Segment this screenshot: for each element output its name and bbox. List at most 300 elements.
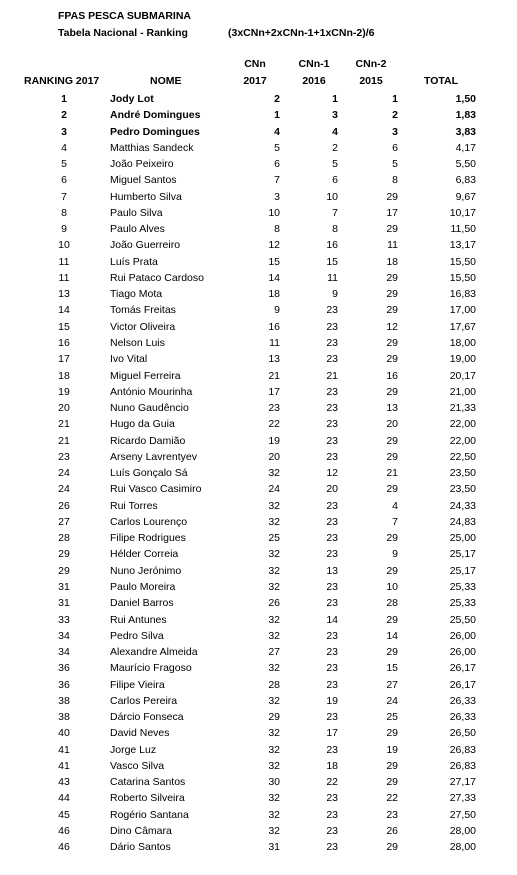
cnn-2016-cell: 23 (326, 792, 338, 805)
rank-cell: 43 (58, 776, 70, 789)
name-cell: Carlos Pereira (110, 694, 178, 707)
table-row (0, 237, 517, 253)
cnn-2015-cell: 3 (392, 125, 398, 138)
cnn-2015-cell: 17 (386, 206, 398, 219)
column-header-cnn-year: 2017 (243, 75, 267, 87)
cnn-2016-cell: 23 (326, 743, 338, 756)
cnn-2015-cell: 7 (392, 515, 398, 528)
cnn-2017-cell: 10 (268, 206, 280, 219)
cnn-2015-cell: 20 (386, 418, 398, 431)
cnn-2015-cell: 29 (386, 223, 398, 236)
cnn-2016-cell: 14 (326, 613, 338, 626)
cnn-2017-cell: 8 (274, 223, 280, 236)
cnn-2017-cell: 32 (268, 727, 280, 740)
cnn-2017-cell: 1 (274, 109, 280, 122)
name-cell: Roberto Silveira (110, 792, 185, 805)
cnn-2017-cell: 32 (268, 629, 280, 642)
cnn-2017-cell: 4 (274, 125, 280, 138)
table-row (0, 742, 517, 758)
cnn-2015-cell: 16 (386, 369, 398, 382)
rank-cell: 29 (58, 548, 70, 561)
total-cell: 24,83 (449, 515, 476, 528)
name-cell: Nelson Luis (110, 336, 165, 349)
rank-cell: 34 (58, 646, 70, 659)
total-cell: 26,50 (449, 727, 476, 740)
rank-cell: 9 (61, 223, 67, 236)
rank-cell: 34 (58, 629, 70, 642)
total-cell: 25,33 (449, 580, 476, 593)
total-cell: 26,00 (449, 629, 476, 642)
total-cell: 15,50 (449, 255, 476, 268)
name-cell: Hélder Correia (110, 548, 179, 561)
cnn-2015-cell: 29 (386, 841, 398, 854)
rank-cell: 27 (58, 515, 70, 528)
column-header-name: NOME (150, 75, 182, 87)
ranking-formula: (3xCNn+2xCNn-1+1xCNn-2)/6 (228, 27, 375, 39)
cnn-2016-cell: 23 (326, 824, 338, 837)
cnn-2016-cell: 23 (326, 320, 338, 333)
column-header-cnn: CNn (244, 58, 266, 70)
rank-cell: 31 (58, 597, 70, 610)
total-cell: 16,83 (449, 288, 476, 301)
cnn-2017-cell: 22 (268, 418, 280, 431)
cnn-2016-cell: 23 (326, 450, 338, 463)
table-row (0, 433, 517, 449)
table-row (0, 91, 517, 107)
cnn-2017-cell: 32 (268, 792, 280, 805)
name-cell: Arseny Lavrentyev (110, 450, 197, 463)
cnn-2015-cell: 28 (386, 597, 398, 610)
cnn-2015-cell: 8 (392, 174, 398, 187)
total-cell: 26,00 (449, 646, 476, 659)
rank-cell: 20 (58, 402, 70, 415)
name-cell: Dário Santos (110, 841, 171, 854)
table-row (0, 823, 517, 839)
cnn-2017-cell: 14 (268, 271, 280, 284)
cnn-2017-cell: 19 (268, 434, 280, 447)
table-row (0, 449, 517, 465)
cnn-2016-cell: 11 (327, 271, 338, 284)
cnn-2017-cell: 30 (268, 776, 280, 789)
table-row (0, 254, 517, 270)
cnn-2015-cell: 15 (386, 662, 398, 675)
table-row (0, 335, 517, 351)
total-cell: 25,17 (449, 548, 476, 561)
cnn-2016-cell: 16 (326, 239, 338, 252)
total-cell: 28,00 (449, 841, 476, 854)
cnn-2017-cell: 17 (268, 385, 280, 398)
name-cell: Tiago Mota (110, 288, 163, 301)
cnn-2015-cell: 29 (386, 336, 398, 349)
table-row (0, 514, 517, 530)
total-cell: 4,17 (455, 141, 476, 154)
total-cell: 25,17 (449, 564, 476, 577)
table-row (0, 368, 517, 384)
table-row (0, 563, 517, 579)
cnn-2017-cell: 21 (268, 369, 280, 382)
total-cell: 25,00 (449, 532, 476, 545)
table-row (0, 677, 517, 693)
cnn-2016-cell: 23 (326, 532, 338, 545)
cnn-2016-cell: 23 (326, 418, 338, 431)
cnn-2017-cell: 15 (268, 255, 280, 268)
name-cell: João Guerreiro (110, 239, 181, 252)
table-row (0, 140, 517, 156)
table-row (0, 465, 517, 481)
cnn-2015-cell: 6 (392, 141, 398, 154)
cnn-2015-cell: 29 (386, 450, 398, 463)
rank-cell: 15 (58, 320, 70, 333)
total-cell: 24,33 (449, 499, 476, 512)
table-row (0, 270, 517, 286)
cnn-2016-cell: 23 (326, 336, 338, 349)
table-row (0, 481, 517, 497)
cnn-2016-cell: 2 (332, 141, 338, 154)
table-row (0, 709, 517, 725)
table-row (0, 546, 517, 562)
name-cell: João Peixeiro (110, 158, 174, 171)
cnn-2015-cell: 14 (386, 629, 398, 642)
rank-cell: 11 (58, 255, 70, 268)
cnn-2016-cell: 6 (332, 174, 338, 187)
name-cell: Rogério Santana (110, 808, 189, 821)
total-cell: 21,33 (449, 402, 476, 415)
name-cell: Hugo da Guia (110, 418, 175, 431)
rank-cell: 33 (58, 613, 70, 626)
name-cell: Daniel Barros (110, 597, 174, 610)
name-cell: Luís Prata (110, 255, 158, 268)
cnn-2016-cell: 17 (326, 727, 338, 740)
cnn-2017-cell: 32 (268, 580, 280, 593)
cnn-2016-cell: 23 (326, 646, 338, 659)
rank-cell: 46 (58, 824, 70, 837)
rank-cell: 16 (58, 336, 70, 349)
table-row (0, 595, 517, 611)
rank-cell: 36 (58, 678, 70, 691)
name-cell: Paulo Silva (110, 206, 163, 219)
cnn-2017-cell: 24 (268, 483, 280, 496)
total-cell: 15,50 (449, 271, 476, 284)
rank-cell: 29 (58, 564, 70, 577)
rank-cell: 21 (58, 434, 70, 447)
table-row (0, 725, 517, 741)
rank-cell: 23 (58, 450, 70, 463)
cnn-2016-cell: 18 (326, 759, 338, 772)
cnn-2017-cell: 5 (274, 141, 280, 154)
cnn-2016-cell: 22 (326, 776, 338, 789)
cnn-2015-cell: 1 (392, 93, 398, 105)
cnn-2015-cell: 29 (386, 434, 398, 447)
rank-cell: 10 (58, 239, 70, 252)
cnn-2015-cell: 22 (386, 792, 398, 805)
column-header-cnn1: CNn-1 (298, 58, 330, 70)
cnn-2015-cell: 29 (386, 532, 398, 545)
total-cell: 10,17 (449, 206, 476, 219)
name-cell: Paulo Moreira (110, 580, 176, 593)
cnn-2016-cell: 15 (326, 255, 338, 268)
column-header-cnn2-year: 2015 (359, 75, 383, 87)
total-cell: 26,17 (449, 662, 476, 675)
total-cell: 1,50 (455, 93, 476, 105)
cnn-2017-cell: 2 (274, 93, 280, 105)
column-header-cnn2: CNn-2 (355, 58, 387, 70)
table-row (0, 156, 517, 172)
cnn-2017-cell: 31 (268, 841, 280, 854)
cnn-2015-cell: 26 (386, 824, 398, 837)
cnn-2016-cell: 23 (326, 629, 338, 642)
table-row (0, 530, 517, 546)
name-cell: Miguel Ferreira (110, 369, 181, 382)
cnn-2016-cell: 7 (332, 206, 338, 219)
name-cell: Rui Vasco Casimiro (110, 483, 202, 496)
name-cell: Dino Câmara (110, 824, 172, 837)
total-cell: 27,33 (449, 792, 476, 805)
rank-cell: 8 (61, 206, 67, 219)
cnn-2015-cell: 29 (386, 646, 398, 659)
rank-cell: 7 (61, 190, 67, 203)
name-cell: Alexandre Almeida (110, 646, 198, 659)
total-cell: 19,00 (449, 353, 476, 366)
total-cell: 18,00 (449, 336, 476, 349)
cnn-2015-cell: 2 (392, 109, 398, 122)
cnn-2016-cell: 23 (326, 353, 338, 366)
total-cell: 26,83 (449, 759, 476, 772)
rank-cell: 41 (58, 743, 70, 756)
total-cell: 27,17 (449, 776, 476, 789)
name-cell: Rui Pataco Cardoso (110, 271, 204, 284)
table-row (0, 644, 517, 660)
rank-cell: 5 (61, 158, 67, 171)
name-cell: Maurício Fragoso (110, 662, 192, 675)
table-row (0, 302, 517, 318)
cnn-2017-cell: 7 (274, 174, 280, 187)
total-cell: 26,33 (449, 694, 476, 707)
cnn-2017-cell: 6 (274, 158, 280, 171)
cnn-2017-cell: 32 (268, 694, 280, 707)
cnn-2015-cell: 13 (386, 402, 398, 415)
cnn-2017-cell: 32 (268, 499, 280, 512)
document-title: FPAS PESCA SUBMARINA (58, 10, 192, 22)
cnn-2015-cell: 29 (386, 564, 398, 577)
rank-cell: 31 (58, 580, 70, 593)
cnn-2015-cell: 29 (386, 613, 398, 626)
total-cell: 23,50 (449, 467, 476, 480)
cnn-2015-cell: 29 (386, 385, 398, 398)
cnn-2016-cell: 23 (326, 711, 338, 724)
rank-cell: 4 (61, 141, 67, 154)
cnn-2017-cell: 3 (274, 190, 280, 203)
rank-cell: 17 (58, 353, 70, 366)
cnn-2016-cell: 23 (326, 597, 338, 610)
rank-cell: 1 (61, 93, 67, 105)
name-cell: Miguel Santos (110, 174, 177, 187)
cnn-2017-cell: 26 (268, 597, 280, 610)
total-cell: 13,17 (449, 239, 476, 252)
rank-cell: 46 (58, 841, 70, 854)
rank-cell: 26 (58, 499, 70, 512)
total-cell: 27,50 (449, 808, 476, 821)
cnn-2015-cell: 29 (386, 727, 398, 740)
rank-cell: 24 (58, 483, 70, 496)
total-cell: 11,50 (450, 223, 476, 236)
name-cell: Humberto Silva (110, 190, 182, 203)
cnn-2017-cell: 12 (268, 239, 280, 252)
total-cell: 23,50 (449, 483, 476, 496)
table-row (0, 400, 517, 416)
total-cell: 20,17 (449, 369, 476, 382)
column-header-total: TOTAL (424, 75, 459, 87)
cnn-2017-cell: 9 (274, 304, 280, 317)
name-cell: Rui Antunes (110, 613, 167, 626)
cnn-2015-cell: 29 (386, 271, 398, 284)
cnn-2017-cell: 27 (268, 646, 280, 659)
name-cell: Luís Gonçalo Sá (110, 467, 188, 480)
total-cell: 22,00 (449, 418, 476, 431)
rank-cell: 45 (58, 808, 70, 821)
name-cell: Carlos Lourenço (110, 515, 188, 528)
table-row (0, 172, 517, 188)
cnn-2015-cell: 29 (386, 483, 398, 496)
rank-cell: 6 (61, 174, 67, 187)
cnn-2017-cell: 16 (268, 320, 280, 333)
table-row (0, 693, 517, 709)
cnn-2017-cell: 25 (268, 532, 280, 545)
table-row (0, 774, 517, 790)
cnn-2015-cell: 18 (386, 255, 398, 268)
name-cell: Matthias Sandeck (110, 141, 194, 154)
cnn-2017-cell: 32 (268, 824, 280, 837)
name-cell: Vasco Silva (110, 759, 165, 772)
cnn-2016-cell: 20 (326, 483, 338, 496)
cnn-2017-cell: 32 (268, 564, 280, 577)
rank-cell: 18 (58, 369, 70, 382)
table-row (0, 416, 517, 432)
total-cell: 25,33 (449, 597, 476, 610)
rank-cell: 13 (58, 288, 70, 301)
cnn-2016-cell: 9 (332, 288, 338, 301)
column-header-rank: RANKING 2017 (24, 75, 100, 87)
table-row (0, 351, 517, 367)
rank-cell: 28 (58, 532, 70, 545)
cnn-2015-cell: 10 (386, 580, 398, 593)
cnn-2015-cell: 29 (386, 288, 398, 301)
rank-cell: 19 (58, 385, 70, 398)
name-cell: Paulo Alves (110, 223, 165, 236)
table-row (0, 189, 517, 205)
cnn-2017-cell: 18 (268, 288, 280, 301)
name-cell: Tomás Freitas (110, 304, 176, 317)
cnn-2017-cell: 32 (268, 467, 280, 480)
total-cell: 21,00 (449, 385, 476, 398)
rank-cell: 2 (61, 109, 67, 122)
total-cell: 26,33 (449, 711, 476, 724)
total-cell: 22,00 (449, 434, 476, 447)
cnn-2015-cell: 23 (386, 808, 398, 821)
cnn-2016-cell: 3 (332, 109, 338, 122)
table-row (0, 221, 517, 237)
cnn-2015-cell: 29 (386, 759, 398, 772)
cnn-2015-cell: 29 (386, 304, 398, 317)
name-cell: Pedro Domingues (110, 125, 200, 138)
cnn-2016-cell: 23 (326, 402, 338, 415)
table-row (0, 660, 517, 676)
total-cell: 5,50 (455, 158, 476, 171)
cnn-2015-cell: 4 (392, 499, 398, 512)
cnn-2016-cell: 8 (332, 223, 338, 236)
table-row (0, 384, 517, 400)
rank-cell: 40 (58, 727, 70, 740)
cnn-2017-cell: 32 (268, 515, 280, 528)
cnn-2017-cell: 32 (268, 808, 280, 821)
name-cell: Jorge Luz (110, 743, 157, 756)
table-row (0, 790, 517, 806)
table-row (0, 579, 517, 595)
cnn-2016-cell: 23 (326, 499, 338, 512)
table-row (0, 498, 517, 514)
cnn-2017-cell: 20 (268, 450, 280, 463)
cnn-2016-cell: 23 (326, 434, 338, 447)
total-cell: 17,00 (449, 304, 476, 317)
cnn-2017-cell: 32 (268, 662, 280, 675)
table-row (0, 612, 517, 628)
name-cell: André Domingues (110, 109, 201, 122)
name-cell: Ivo Vital (110, 353, 148, 366)
column-header-cnn1-year: 2016 (302, 75, 326, 87)
name-cell: Pedro Silva (110, 629, 164, 642)
rank-cell: 36 (58, 662, 70, 675)
ranking-table-body (0, 91, 517, 855)
name-cell: David Neves (110, 727, 170, 740)
cnn-2015-cell: 29 (386, 190, 398, 203)
name-cell: Filipe Vieira (110, 678, 165, 691)
cnn-2017-cell: 32 (268, 548, 280, 561)
cnn-2016-cell: 23 (326, 841, 338, 854)
cnn-2016-cell: 13 (326, 564, 338, 577)
name-cell: Victor Oliveira (110, 320, 176, 333)
name-cell: Rui Torres (110, 499, 158, 512)
cnn-2016-cell: 23 (326, 678, 338, 691)
cnn-2017-cell: 23 (268, 402, 280, 415)
rank-cell: 24 (58, 467, 70, 480)
rank-cell: 38 (58, 694, 70, 707)
cnn-2017-cell: 32 (268, 743, 280, 756)
rank-cell: 3 (61, 125, 67, 138)
cnn-2015-cell: 27 (386, 678, 398, 691)
cnn-2016-cell: 23 (326, 515, 338, 528)
table-row (0, 286, 517, 302)
cnn-2015-cell: 9 (392, 548, 398, 561)
cnn-2017-cell: 13 (268, 353, 280, 366)
cnn-2017-cell: 32 (268, 613, 280, 626)
cnn-2016-cell: 1 (332, 93, 338, 105)
table-row (0, 107, 517, 123)
cnn-2016-cell: 10 (326, 190, 338, 203)
total-cell: 1,83 (455, 109, 476, 122)
table-row (0, 124, 517, 140)
rank-cell: 14 (58, 304, 70, 317)
total-cell: 17,67 (449, 320, 476, 333)
cnn-2016-cell: 23 (326, 580, 338, 593)
total-cell: 3,83 (455, 125, 476, 138)
cnn-2017-cell: 32 (268, 759, 280, 772)
cnn-2016-cell: 12 (326, 467, 338, 480)
rank-cell: 21 (58, 418, 70, 431)
cnn-2017-cell: 28 (268, 678, 280, 691)
rank-cell: 41 (58, 759, 70, 772)
cnn-2017-cell: 29 (268, 711, 280, 724)
cnn-2016-cell: 23 (326, 808, 338, 821)
table-row (0, 758, 517, 774)
